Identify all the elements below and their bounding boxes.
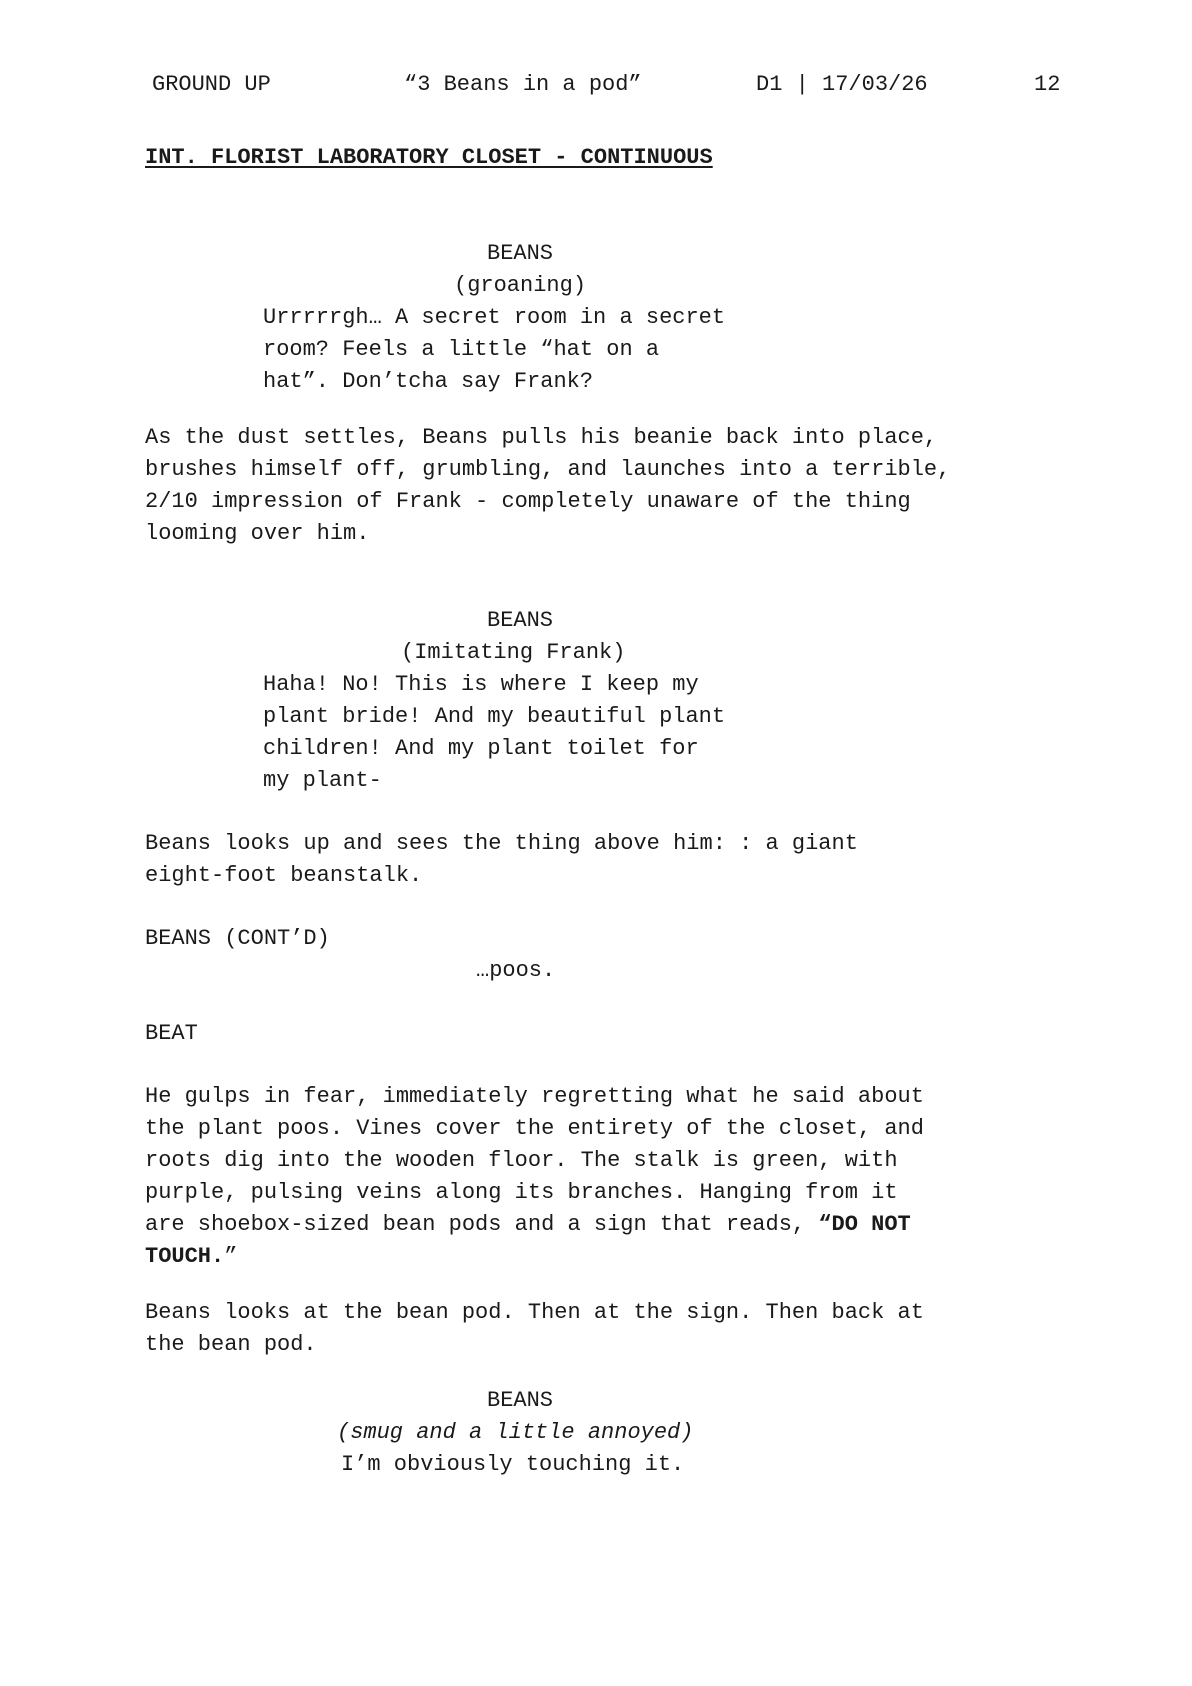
action-line: Beans looks up and sees the thing above him: : a giant — [145, 831, 858, 856]
character-cue: BEANS — [487, 1388, 554, 1413]
action-line: Beans looks at the bean pod. Then at the sign. Then back at — [145, 1300, 924, 1325]
character-cue: BEANS (CONT’D) — [145, 926, 330, 951]
character-cue: BEANS — [487, 241, 554, 266]
action-line: looming over him. — [145, 521, 370, 546]
action-text: are shoebox-sized bean pods and a sign that reads, — [145, 1212, 819, 1237]
sign-text: “DO NOT — [818, 1212, 911, 1237]
action-line: As the dust settles, Beans pulls his beanie back into place, — [145, 425, 938, 450]
character-cue: BEANS — [487, 608, 554, 633]
dialogue-line: plant bride! And my beautiful plant — [263, 704, 726, 729]
header-show-title: GROUND UP — [152, 72, 271, 97]
action-line: the plant poos. Vines cover the entirety of the closet, and — [145, 1116, 924, 1141]
action-line: roots dig into the wooden floor. The stalk is green, with — [145, 1148, 898, 1173]
header-draft-date: D1 | 17/03/26 — [756, 72, 928, 97]
dialogue-line: my plant- — [263, 768, 382, 793]
dialogue-line: …poos. — [476, 958, 556, 983]
action-line: eight-foot beanstalk. — [145, 863, 423, 888]
dialogue-line: Urrrrrgh… A secret room in a secret — [263, 305, 726, 330]
dialogue-line: room? Feels a little “hat on a — [263, 337, 660, 362]
beat-direction: BEAT — [145, 1021, 198, 1046]
action-line: purple, pulsing veins along its branches. Hanging from it — [145, 1180, 898, 1205]
parenthetical: (smug and a little annoyed) — [337, 1420, 694, 1445]
action-line — [145, 1209, 911, 1241]
parenthetical: (Imitating Frank) — [401, 640, 626, 665]
dialogue-line: I’m obviously touching it. — [341, 1452, 685, 1477]
action-line: He gulps in fear, immediately regretting what he said about — [145, 1084, 924, 1109]
sign-text: TOUCH. — [145, 1244, 225, 1269]
dialogue-line: hat”. Don’tcha say Frank? — [263, 369, 594, 394]
dialogue-line: Haha! No! This is where I keep my — [263, 672, 699, 697]
closing-quote: ” — [224, 1244, 238, 1269]
action-line: brushes himself off, grumbling, and launches into a terrible, — [145, 457, 951, 482]
header-episode-title: “3 Beans in a pod” — [404, 72, 642, 97]
action-line: 2/10 impression of Frank - completely unaware of the thing — [145, 489, 911, 514]
header-page-number: 12 — [1034, 72, 1061, 97]
action-line: the bean pod. — [145, 1332, 317, 1357]
parenthetical: (groaning) — [454, 273, 587, 298]
dialogue-line: children! And my plant toilet for — [263, 736, 699, 761]
scene-heading: INT. FLORIST LABORATORY CLOSET - CONTINUOUS — [145, 145, 713, 170]
action-line — [145, 1241, 237, 1273]
